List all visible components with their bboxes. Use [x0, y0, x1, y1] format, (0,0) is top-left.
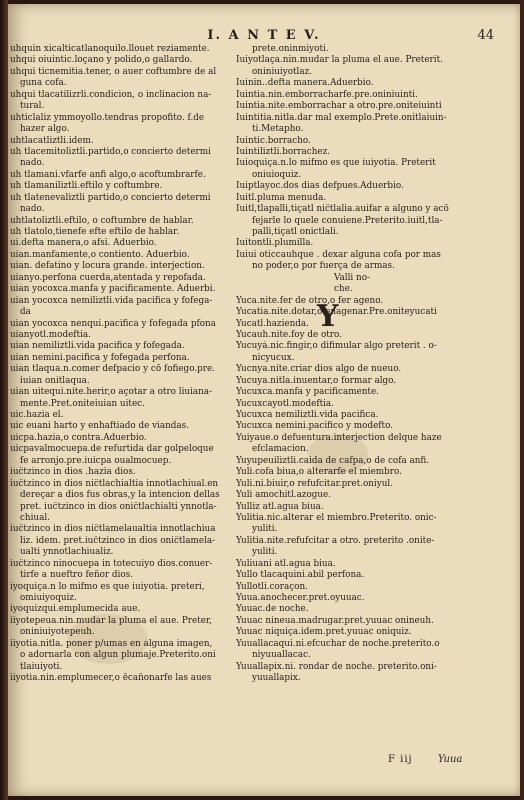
dictionary-entry-line: iuĉtzinco in dios niĉtlachialtia innotlachiual.en	[10, 478, 219, 489]
dictionary-entry-line: uhqui ticnemitia.tener, o auer coftumbre de al	[10, 66, 217, 77]
dictionary-entry-line: uicpa.hazia,o contra.Aduerbio.	[10, 432, 147, 443]
dictionary-entry-line: Yullotli.coraçon.	[236, 581, 308, 592]
dictionary-entry-line: Yuua.anochecer.pret.oyuuac.	[236, 593, 365, 603]
dictionary-entry-line: efclamacion.	[252, 444, 309, 455]
dictionary-entry-line: che.	[334, 284, 353, 295]
dictionary-entry-line: uic euani harto y enhaftiado de viandas.	[10, 421, 189, 432]
dictionary-entry-line: iyoquizqui.emplumecida aue.	[10, 604, 141, 615]
dictionary-entry-line: Yuli amochitl.azogue.	[236, 490, 332, 501]
dictionary-entry-line: ualti ynnotlachiualiz.	[20, 547, 114, 558]
dictionary-entry-line: uian. defatino y locura grande. interjection.	[10, 261, 205, 272]
dictionary-entry-line: uh tlamani.vfarfe anfi algo,o acoftumbrarfe.	[10, 169, 206, 180]
dictionary-entry-line: tural.	[20, 101, 45, 112]
page-footer	[388, 754, 520, 765]
dictionary-entry-line: Yucuxcayotl.modeftia.	[236, 398, 334, 409]
dictionary-entry-line: nado.	[20, 158, 45, 169]
dictionary-entry-line: Yullo tlacaquini.abil perfona.	[236, 570, 365, 581]
dictionary-entry-line: iyoquiça.n lo mifmo es que iuiyotia. preteri,	[10, 581, 205, 592]
dictionary-entry-line: uian yocoxca nenqui.pacifica y fofegada pfona	[10, 318, 216, 329]
dictionary-entry-line: Yucuya.nitla.inuentar,o formar algo.	[236, 375, 397, 386]
dictionary-entry-line: Yucuyá.nic.fingir,o difimular algo preterit . o-	[236, 341, 437, 352]
dictionary-entry-line: hazer algo.	[20, 124, 70, 135]
dictionary-entry-line: prete.oninmiyoti.	[252, 44, 329, 54]
dictionary-entry-line: da	[20, 307, 31, 318]
dictionary-entry-line: Iuinin..defta manera.Aduerbio.	[236, 78, 374, 89]
dictionary-entry-line: uianyotl.modeftia.	[10, 329, 91, 340]
dictionary-entry-line: iuĉtzinco in dios niĉtlamelaualtia innotlachiua	[10, 524, 216, 535]
dictionary-entry-line: uianyo.perfona cuerda,atentada y repofada.	[10, 272, 206, 283]
book-page	[8, 4, 520, 796]
dictionary-entry-line: chiual.	[20, 512, 50, 523]
dictionary-entry-line: palli,tiçatl onictlali.	[252, 227, 339, 237]
dictionary-entry-line: uhqui tlacatilizrli.condicion, o inclinacion na-	[10, 89, 212, 100]
dictionary-entry-line: ti.Metapho.	[252, 124, 304, 135]
dictionary-entry-line: iiyotia.nitla. poner p/umas en alguna imagen,	[10, 638, 213, 649]
dictionary-entry-line: Iuiptlayoc.dos dias defpues.Aduerbio.	[236, 181, 404, 192]
dictionary-entry-line: uian nemiliztli.vida pacifica y fofegada.	[10, 341, 185, 352]
dictionary-entry-line: Yuca.nite.fer de otro,o fer ageno.	[236, 295, 384, 306]
dictionary-entry-line: nado.	[20, 204, 45, 215]
signature-mark: F iij	[388, 754, 413, 765]
dictionary-entry-line: Yuuallapix.ni. rondar de noche. preterito.oni-	[236, 661, 437, 672]
dictionary-entry-line: Iuintitia.nitla.dar mal exemplo.Prete.onitlaiuin-	[236, 112, 447, 123]
dictionary-entry-line: uian nemini.pacifica y fofegada perfona.	[10, 352, 190, 363]
dictionary-entry-line: iuĉtzinco ninocuepa in totecuiyo dios.conuer-	[10, 558, 213, 569]
catchword: Yuua	[437, 754, 463, 765]
dictionary-entry-line: Iuiyotlaça.nin.mudar la pluma el aue. Preterit.	[236, 55, 443, 66]
dictionary-entry-line: Yucuxca nemiliztli.vida pacifica.	[236, 410, 379, 420]
dictionary-entry-line: iiyotepeua.nin.mudar la pluma el aue. Preter,	[10, 615, 212, 626]
dictionary-entry-line: Yucnya.nite.criar dios algo de nueuo.	[236, 364, 402, 375]
dictionary-entry-line: ui.defta manera,o afsi. Aduerbio.	[10, 238, 157, 249]
dictionary-entry-line: iiyotia.nin.emplumecer,o ẽcañonarfe las aues	[10, 673, 212, 684]
dictionary-entry-line: pret. iuĉtzinco in dios oniĉtlachialti ynnotla-	[20, 501, 217, 512]
dictionary-entry-line: Iuitontli.plumilla.	[236, 238, 314, 249]
dictionary-entry-line: Yulitia.nite.refufcitar a otro. preterito .onite-	[236, 535, 435, 546]
dictionary-entry-line: uian yocoxca nemiliztli.vida pacifica y fofega-	[10, 295, 213, 306]
dictionary-entry-line: iuian onitlaqua.	[20, 375, 90, 386]
folio-number: 44	[477, 28, 494, 43]
dictionary-entry-line: yuliti.	[252, 547, 278, 558]
dictionary-entry-line: no poder,o por fuerça de armas.	[252, 261, 395, 272]
dictionary-entry-line: Yucatia.nite.dotar,o enagenar.Pre.oniteyucati	[236, 307, 437, 318]
dictionary-entry-line: Yuuac.de noche.	[236, 604, 309, 615]
dictionary-entry-line: uhticlaliz ymmoyollo.tendras propofito. f.de	[10, 112, 205, 123]
dictionary-entry-line: uh tlatolo,tienefe efte eftilo de hablar.	[10, 227, 180, 237]
left-column	[10, 44, 228, 685]
dictionary-entry-line: niyuuallacac.	[252, 650, 311, 661]
dictionary-entry-line: yuliti.	[252, 524, 278, 535]
dictionary-entry-line: Iuintic.borracho.	[236, 135, 311, 146]
dictionary-entry-line: Yucuxca nemini.pacifico y modefto.	[236, 421, 394, 432]
dictionary-entry-line: Yuli.ni.biuir,o refufcitar.pret.oniyul.	[236, 478, 393, 489]
dictionary-entry-line: uh tlacemitoliztli.partido,o concierto determi	[10, 146, 211, 157]
dictionary-entry-line: oniniuiyotlaz.	[252, 66, 313, 77]
running-head: I. A N T E V.	[207, 28, 321, 43]
dictionary-entry-line: Yuiyaue.o defuentura.interjection delque haze	[236, 432, 442, 443]
dictionary-entry-line: Yuuac nineua.madrugar.pret.yuuac onineuh.	[236, 615, 434, 626]
dictionary-entry-line: uh tlatenevaliztli partido,o concierto determi	[10, 192, 211, 203]
dictionary-entry-line: Yulitia.nic.alterar el miembro.Preterito. onic-	[236, 512, 437, 523]
dictionary-entry-line: uhquin xicalticatlanoquilo.llouet reziamente.	[10, 44, 210, 54]
dictionary-entry-line: Yuli.cofa biua,o alterarfe el miembro.	[236, 467, 402, 478]
dictionary-entry-line: Yuyupeuiliztli.caida de cafpa,o de cofa anfi.	[236, 455, 430, 466]
dictionary-entry-line: uian uitequi.nite.herir,o açotar a otro liuiana-	[10, 387, 212, 398]
dictionary-entry-line: uhqui oiuintic.loçano y polido,o gallardo.	[10, 55, 193, 66]
dictionary-entry-line: oniniuiyotepeuh.	[20, 627, 95, 638]
dictionary-entry-line: oniuioquiz.	[252, 169, 302, 180]
dictionary-entry-line: Iuintia.nin.emborracharfe.pre.oniniuinti.	[236, 89, 418, 100]
dictionary-entry-line: uicpavalmocuepa.de refurtida dar golpeloque	[10, 444, 214, 455]
dictionary-entry-line: uian.manfamente,o contiento. Aduerbio.	[10, 249, 190, 260]
dictionary-entry-line: Iuintiliztli.borrachez.	[236, 146, 330, 157]
dictionary-entry-line: Yuuac niquiça.idem.pret.yuuac oniquiz.	[236, 627, 412, 638]
dictionary-entry-line: uian tlaqua.n.comer defpacio y cõ fofiego.pre.	[10, 364, 215, 375]
right-page-edge	[520, 0, 524, 800]
dictionary-entry-line: omiuiyoquiz.	[20, 593, 77, 603]
dictionary-entry-line: guna cofa.	[20, 78, 67, 89]
dictionary-entry-line: Valli no-	[334, 272, 370, 283]
dictionary-entry-line: fe arronjo.pre.iuicpa oualmocuep.	[20, 455, 172, 466]
dictionary-entry-line: fejarle lo quele conuiene.Preterito.iuitl,tla-	[252, 215, 443, 226]
dictionary-entry-line: nicyucux.	[252, 352, 295, 363]
dictionary-entry-line: Yucatl.hazienda.	[236, 318, 309, 329]
dictionary-entry-line: Iuiui oticcauhque . dexar alguna cofa por mas	[236, 249, 441, 260]
right-column	[236, 44, 506, 685]
dictionary-entry-line: liz. idem. pret.iuĉtzinco in dios oniĉtlamela-	[20, 535, 216, 546]
dictionary-entry-line: uian yocoxca.manfa y pacificamente. Aduerbi.	[10, 284, 216, 295]
dictionary-entry-line: Iuitl.pluma menuda.	[236, 192, 327, 203]
dictionary-entry-line: uhtlatoliztli.eftilo, o coftumbre de hablar.	[10, 215, 194, 226]
dictionary-entry-line: mente.Pret.oniteiuian uitec.	[20, 398, 145, 409]
dictionary-entry-line: dereçar a dios fus obras,y la intencion dellas	[20, 490, 220, 501]
dictionary-entry-line: tlaiuiyoti.	[20, 661, 63, 672]
dictionary-entry-line: Iuioquiça.n.lo mifmo es que iuiyotia. Preterit	[236, 158, 436, 169]
book-binding	[0, 0, 8, 800]
dictionary-entry-line: o adornarla con algun plumaje.Preterito.oni	[20, 650, 216, 661]
dictionary-entry-line: Iuintia.nite.emborrachar a otro.pre.oniteiuinti	[236, 101, 442, 112]
dictionary-entry-line: Iuitl,tlapalli,tiçatl niĉtlalia.auifar a alguno y acõ	[236, 204, 449, 215]
dictionary-entry-line: yuuallapix.	[252, 673, 301, 684]
dictionary-entry-line: uhtlacatliztli.idem.	[10, 135, 94, 146]
dictionary-entry-line: Yucuxca.manfa y pacificamente.	[236, 387, 379, 398]
dictionary-entry-line: iuĉtzinco in dios .hazia dios.	[10, 467, 136, 478]
dictionary-entry-line: Yuliuani atl.agua biua.	[236, 558, 336, 569]
dictionary-entry-line: uic.hazia el.	[10, 410, 64, 420]
dictionary-entry-line: uh tlamaniliztli.eftilo y coftumbre.	[10, 181, 163, 192]
dictionary-entry-line: tirfe a nueftro feñor dios.	[20, 570, 133, 581]
dictionary-entry-line: Yucauh.nite.foy de otro.	[236, 329, 342, 340]
dictionary-entry-line: Yulliz atl.agua biua.	[236, 501, 324, 512]
drop-capital: Y	[317, 299, 339, 334]
dictionary-entry-line: Yuuallacaqui.ni.efcuchar de noche.preterito.o	[236, 638, 440, 649]
